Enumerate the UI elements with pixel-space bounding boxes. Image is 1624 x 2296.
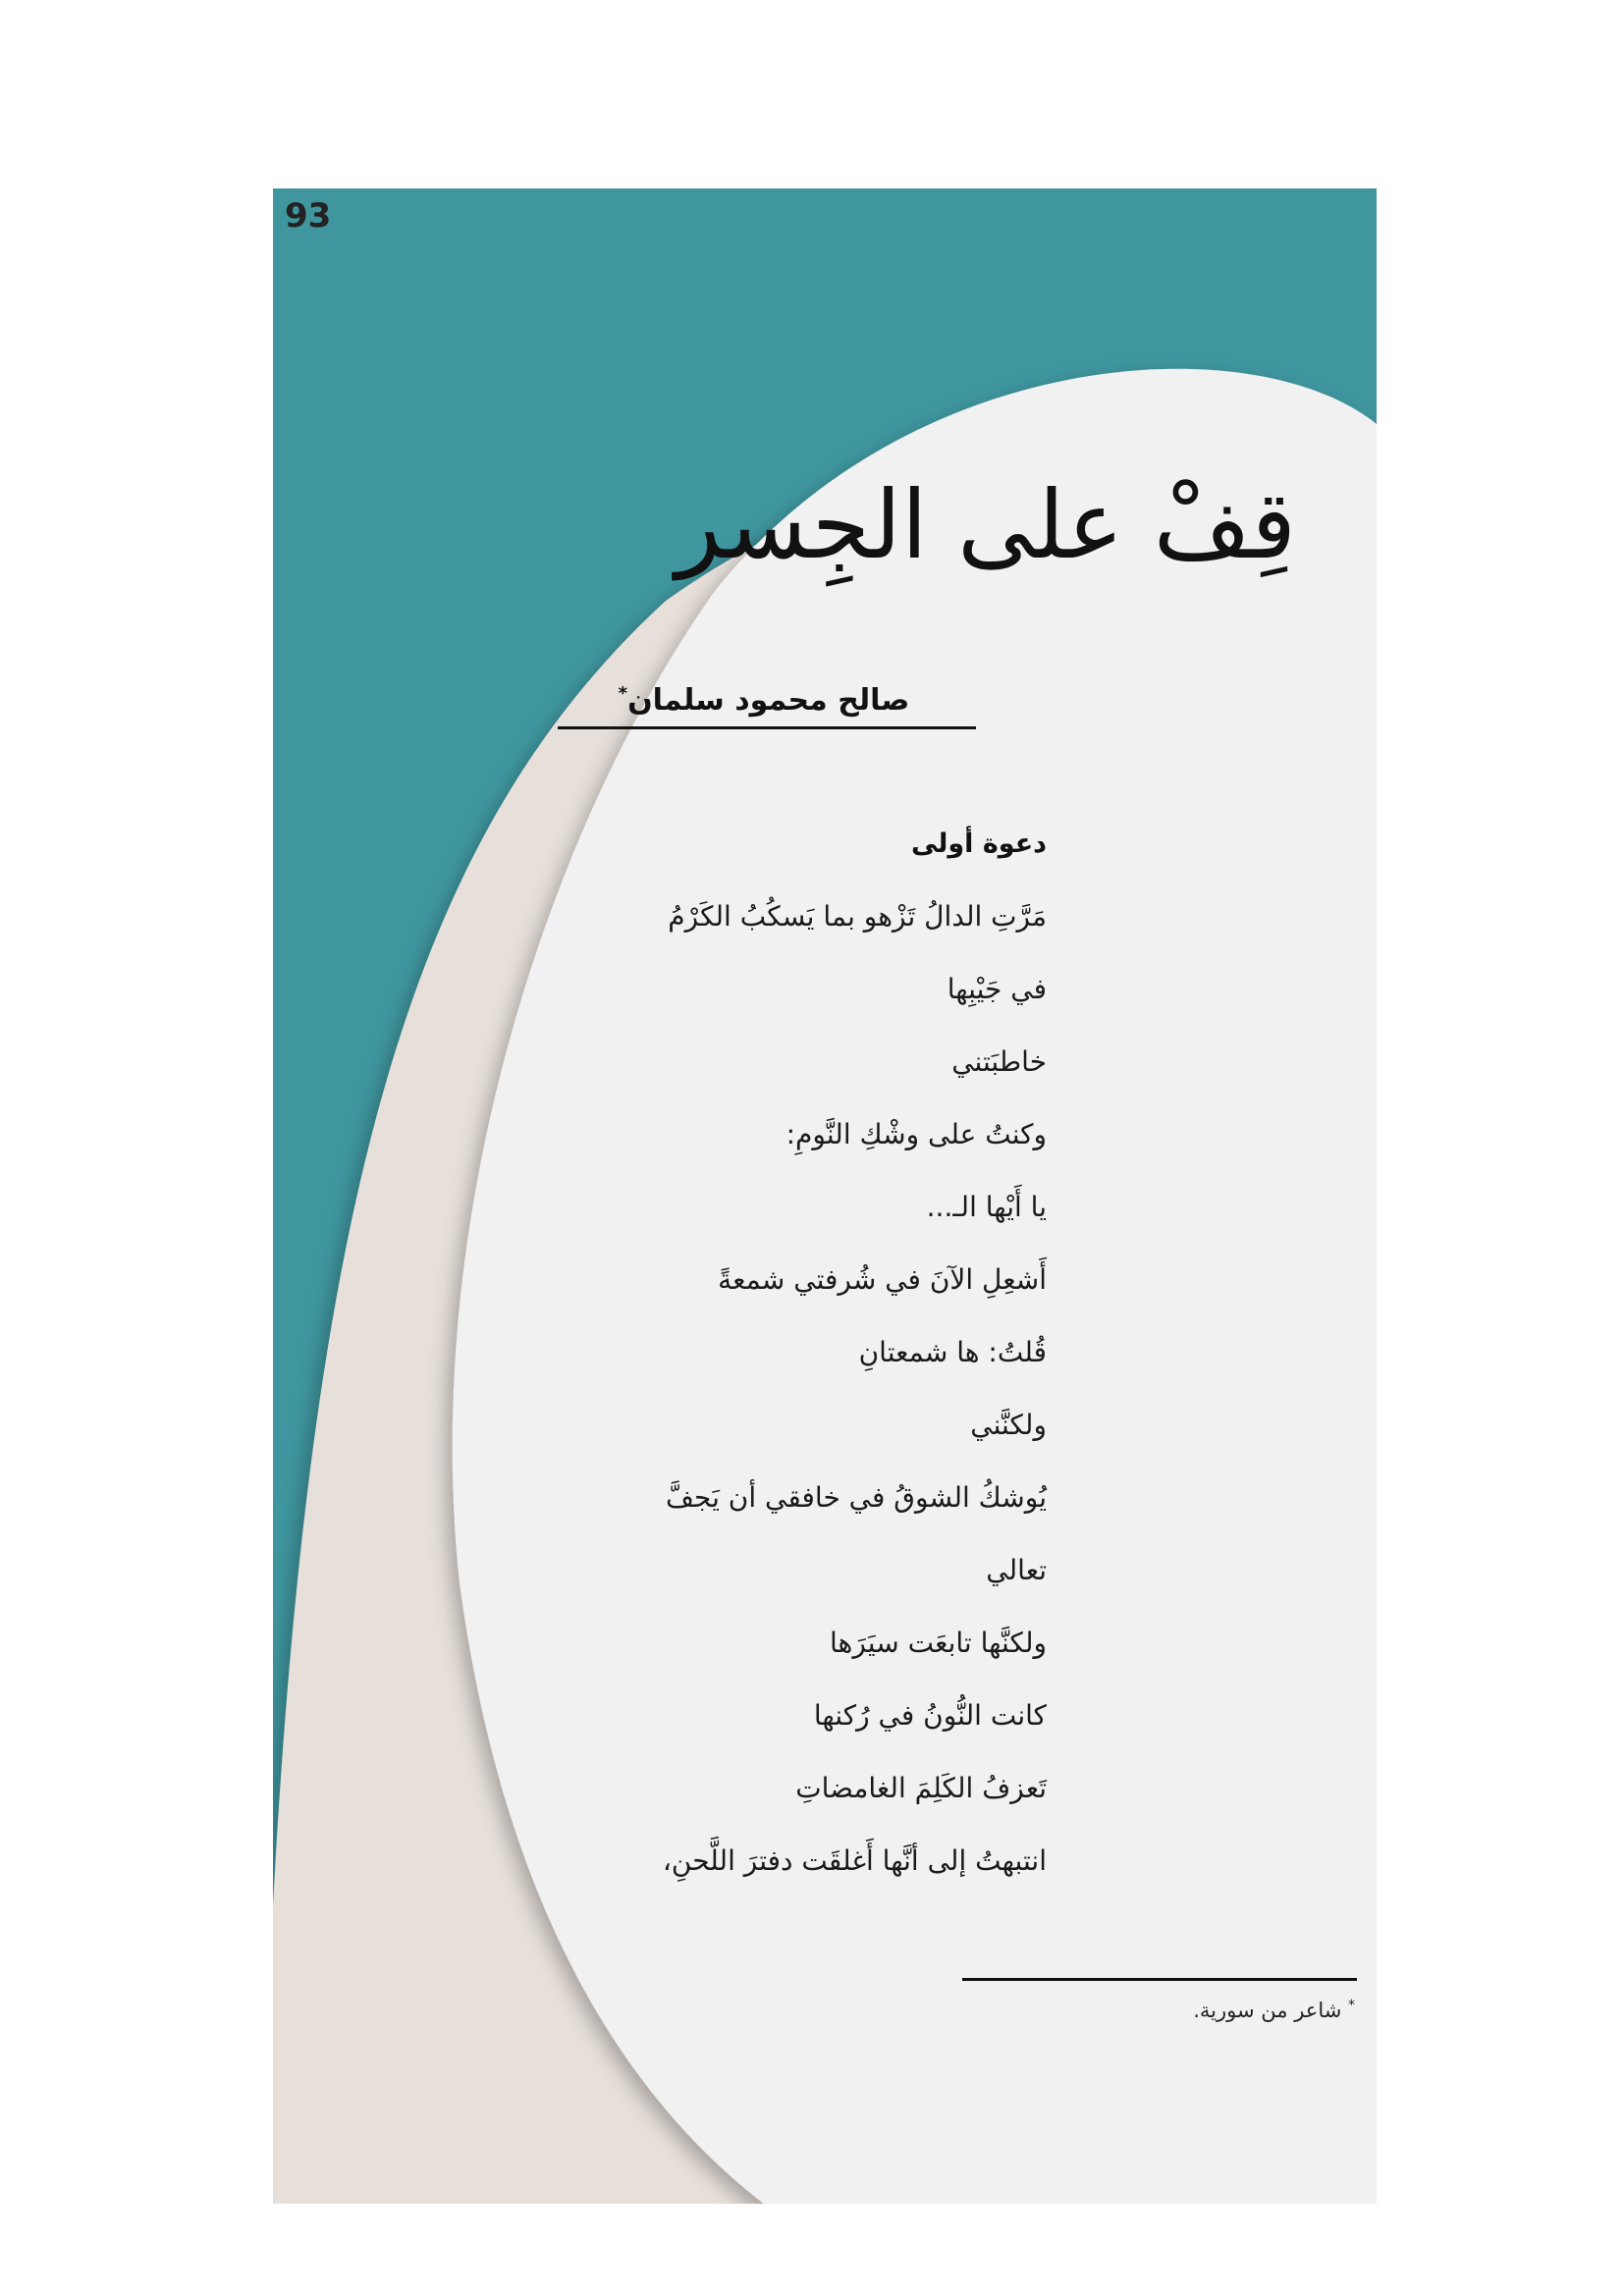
page-number: 93 (285, 196, 332, 236)
author-byline (617, 672, 911, 722)
poem-line: خاطبَتني (951, 1045, 1047, 1078)
poem-body (536, 822, 1047, 1911)
poem-line: كانت النُّونُ في رُكنها (813, 1699, 1047, 1732)
poem-line: أَشعِلِ الآنَ في شُرفتي شمعةً (718, 1263, 1047, 1296)
poem-line: تَعزفُ الكَلِمَ الغامضاتِ (795, 1772, 1047, 1804)
poem-line: تعالي (986, 1554, 1047, 1586)
page (273, 188, 1377, 2204)
poem-line: ولكنَّني (970, 1409, 1047, 1441)
footnote (962, 1989, 1355, 2027)
footnote-text: شاعر من سورية. (1193, 1999, 1342, 2022)
poem-line: في جَيْبِها (947, 973, 1047, 1005)
author-underline (558, 726, 976, 729)
poem-line: ولكنَّها تابعَت سيَرَها (830, 1627, 1047, 1659)
poem-line: انتبهتُ إلى أنَّها أَغلقَت دفترَ اللَّحنِ، (662, 1844, 1047, 1877)
poem-title: قِفْ على الجِسر (676, 470, 1296, 580)
poem-line: وكنتُ على وشْكِ النَّومِ: (785, 1118, 1047, 1150)
footnote-separator (962, 1978, 1357, 1981)
poem-line: قُلتُ: ها شمعتانِ (858, 1336, 1047, 1368)
section-heading: دعوة أولى (910, 828, 1047, 859)
poem-line: يُوشكُ الشوقُ في خافقي أن يَجفَّ (666, 1481, 1047, 1514)
footnote-marker: * (1348, 1998, 1355, 2013)
author-name: صالح محمود سلمان (627, 683, 910, 718)
poem-line: يا أَيْها الـ... (926, 1191, 1047, 1223)
author-footnote-marker: * (618, 683, 628, 704)
poem-line: مَرَّتِ الدالُ تَزْهو بما يَسكُبُ الكَرْمُ (668, 900, 1047, 933)
